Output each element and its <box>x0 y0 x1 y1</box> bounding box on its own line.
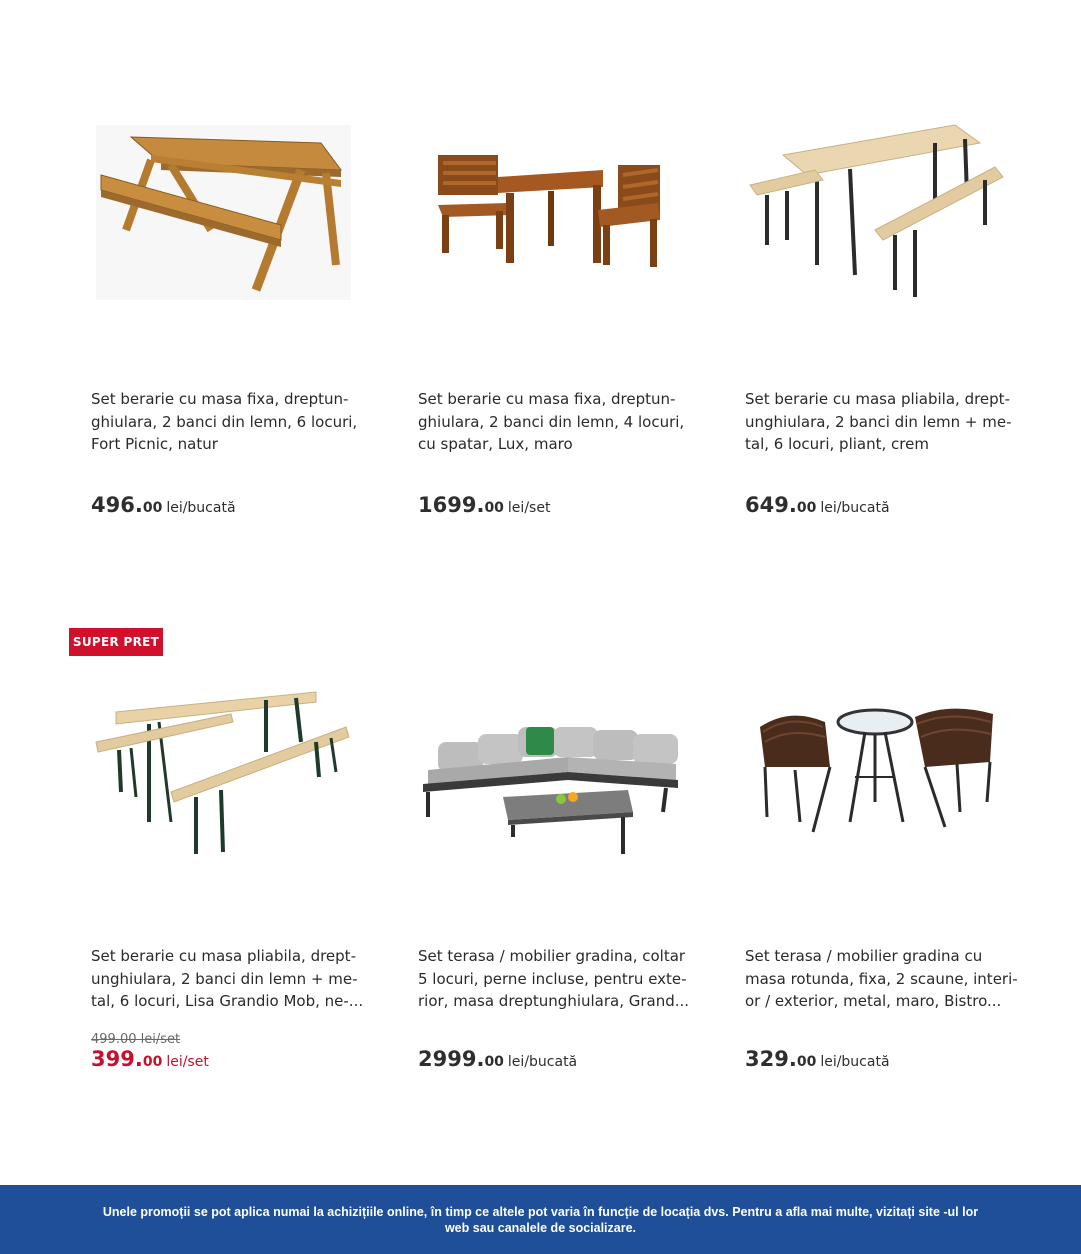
corner-sofa-set-icon[interactable] <box>418 672 688 872</box>
disclaimer-text: Unele promoții se pot aplica numai la achizițiile online, în timp ce altele pot varia în funcție de locația dvs. Pentru a afla mai multe, vizitați site -ul lor web sau canalele de socializare. <box>102 1204 979 1235</box>
product-title[interactable]: Set terasa / mobilier gradina cu masa rotunda, fixa, 2 scaune, interi- or / exterior, metal, maro, Bistro... <box>745 947 1018 1010</box>
picnic-table-icon[interactable] <box>91 115 361 315</box>
product-price: 399.00 lei/set <box>91 1047 209 1071</box>
product-price: 496.00 lei/bucată <box>91 493 236 517</box>
product-title[interactable]: Set berarie cu masa fixa, dreptun- ghiulara, 2 banci din lemn, 4 locuri, cu spatar, Lux, maro <box>418 390 685 453</box>
folding-beer-set-icon[interactable] <box>91 672 361 872</box>
product-title[interactable]: Set berarie cu masa fixa, dreptun- ghiulara, 2 banci din lemn, 6 locuri, Fort Picnic, natur <box>91 390 358 453</box>
table-benches-backrest-icon[interactable] <box>418 115 688 315</box>
product-title[interactable]: Set berarie cu masa pliabila, drept- unghiulara, 2 banci din lemn + me- tal, 6 locuri, pliant, crem <box>745 390 1012 453</box>
old-price: 499.00 lei/set <box>91 1032 181 1047</box>
super-pret-badge: SUPER PRET <box>69 628 163 656</box>
product-title[interactable]: Set terasa / mobilier gradina, coltar 5 locuri, perne incluse, pentru exte- rior, masa dreptunghiulara, Grand... <box>418 947 690 1010</box>
product-price: 329.00 lei/bucată <box>745 1047 890 1071</box>
bistro-set-icon[interactable] <box>745 672 1015 872</box>
folding-beer-set-icon[interactable] <box>745 115 1015 315</box>
product-price: 649.00 lei/bucată <box>745 493 890 517</box>
disclaimer-banner <box>0 1185 1081 1254</box>
product-price: 2999.00 lei/bucată <box>418 1047 578 1071</box>
product-title[interactable]: Set berarie cu masa pliabila, drept- unghiulara, 2 banci din lemn + me- tal, 6 locuri, Lisa Grandio Mob, ne-... <box>91 947 364 1010</box>
product-price: 1699.00 lei/set <box>418 493 551 517</box>
